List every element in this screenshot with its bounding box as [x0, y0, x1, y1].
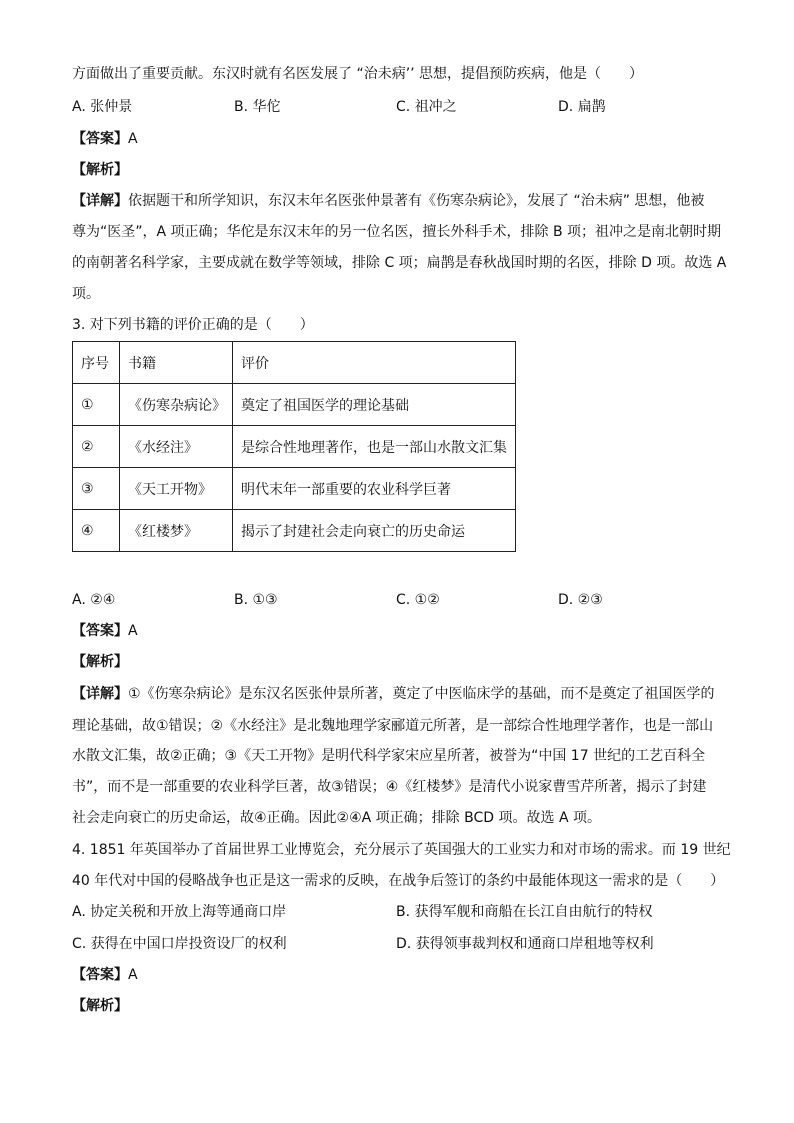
- q2-option-a: A. 张仲景: [72, 99, 133, 115]
- q2-analysis-heading: 【解析】: [72, 162, 128, 178]
- table-cell: 是综合性地理著作，也是一部山水散文汇集: [233, 426, 516, 468]
- q2-detail-line: 的南朝著名科学家，主要成就在数学等领域，排除 C 项；扁鹊是春秋战国时期的名医，排除 D 项。故选 A: [72, 255, 727, 271]
- table-cell: 《天工开物》: [120, 468, 233, 510]
- q3-detail-line: 社会走向衰亡的历史命运，故④正确。因此②④A 项正确；排除 BCD 项。故选 A 项。: [72, 810, 601, 826]
- table-cell: 明代末年一部重要的农业科学巨著: [233, 468, 516, 510]
- q3-detail-line: 水散文汇集，故②正确；③《天工开物》是明代科学家宋应星所著，被誉为“中国 17 世纪的工艺百科全: [72, 748, 706, 764]
- table-cell: 《伤寒杂病论》: [120, 384, 233, 426]
- q3-option-d: D. ②③: [558, 592, 603, 608]
- q4-options-row: [72, 902, 732, 922]
- q3-stem: 3. 对下列书籍的评价正确的是（ ）: [72, 317, 314, 333]
- table-row: [73, 426, 516, 468]
- q4-option-a: A. 协定关税和开放上海等通商口岸: [72, 904, 287, 920]
- q3-option-b: B. ①③: [234, 592, 278, 608]
- q2-option-c: C. 祖冲之: [396, 99, 457, 115]
- q2-option-d: D. 扁鹊: [558, 99, 606, 115]
- q2-option-b: B. 华佗: [234, 99, 281, 115]
- table-cell: ④: [73, 510, 120, 552]
- q2-detail-line: 项。: [72, 286, 100, 302]
- q2-options: [72, 97, 732, 117]
- q3-answer: 【答案】A: [72, 623, 138, 639]
- table-header-cell: 评价: [233, 342, 516, 384]
- q2-stem: 方面做出了重要贡献。东汉时就有名医发展了 “治未病’’ 思想，提倡预防疾病，他是（ ）: [72, 66, 644, 82]
- q3-options: [72, 590, 732, 610]
- q2-detail-line: 【详解】依据题干和所学知识，东汉末年名医张仲景著有《伤寒杂病论》，发展了 “治未病” 思想，他被: [72, 193, 705, 209]
- q4-options-row: [72, 934, 732, 954]
- q3-analysis-heading: 【解析】: [72, 654, 128, 670]
- table-row: [73, 384, 516, 426]
- table-row: [73, 510, 516, 552]
- table-row: [73, 468, 516, 510]
- table-cell: 《红楼梦》: [120, 510, 233, 552]
- q3-detail-line: 书”，而不是一部重要的农业科学巨著，故③错误；④《红楼梦》是清代小说家曹雪芹所著，揭示了封建: [72, 779, 707, 795]
- table-cell: 揭示了封建社会走向衰亡的历史命运: [233, 510, 516, 552]
- q4-analysis-heading: 【解析】: [72, 998, 128, 1014]
- table-cell: ①: [73, 384, 120, 426]
- table-cell: 奠定了祖国医学的理论基础: [233, 384, 516, 426]
- q3-table: [72, 341, 516, 552]
- q4-option-d: D. 获得领事裁判权和通商口岸租地等权利: [396, 936, 654, 952]
- table-cell: ②: [73, 426, 120, 468]
- table-cell: 《水经注》: [120, 426, 233, 468]
- q3-detail-line: 【详解】①《伤寒杂病论》是东汉名医张仲景所著，奠定了中医临床学的基础，而不是奠定了祖国医学的: [72, 686, 715, 702]
- table-header-row: [73, 342, 516, 384]
- q4-answer: 【答案】A: [72, 967, 138, 983]
- q4-stem-line: 4. 1851 年英国举办了首届世界工业博览会，充分展示了英国强大的工业实力和对市场的需求。而 19 世纪: [72, 842, 731, 858]
- q3-option-a: A. ②④: [72, 592, 116, 608]
- q2-detail-line: 尊为“医圣”，A 项正确；华佗是东汉末年的另一位名医，擅长外科手术，排除 B 项；祖冲之是南北朝时期: [72, 224, 722, 240]
- q4-option-c: C. 获得在中国口岸投资设厂的权利: [72, 936, 287, 952]
- table-header-cell: 序号: [73, 342, 120, 384]
- table-header-cell: 书籍: [120, 342, 233, 384]
- q4-stem-line: 40 年代对中国的侵略战争也正是这一需求的反映，在战争后签订的条约中最能体现这一需求的是（ ）: [72, 873, 725, 889]
- q3-detail-line: 理论基础，故①错误；②《水经注》是北魏地理学家郦道元所著，是一部综合性地理学著作，也是一部山: [72, 718, 714, 734]
- q2-answer: 【答案】A: [72, 131, 138, 147]
- q3-option-c: C. ①②: [396, 592, 440, 608]
- q4-option-b: B. 获得军舰和商船在长江自由航行的特权: [396, 904, 653, 920]
- table-cell: ③: [73, 468, 120, 510]
